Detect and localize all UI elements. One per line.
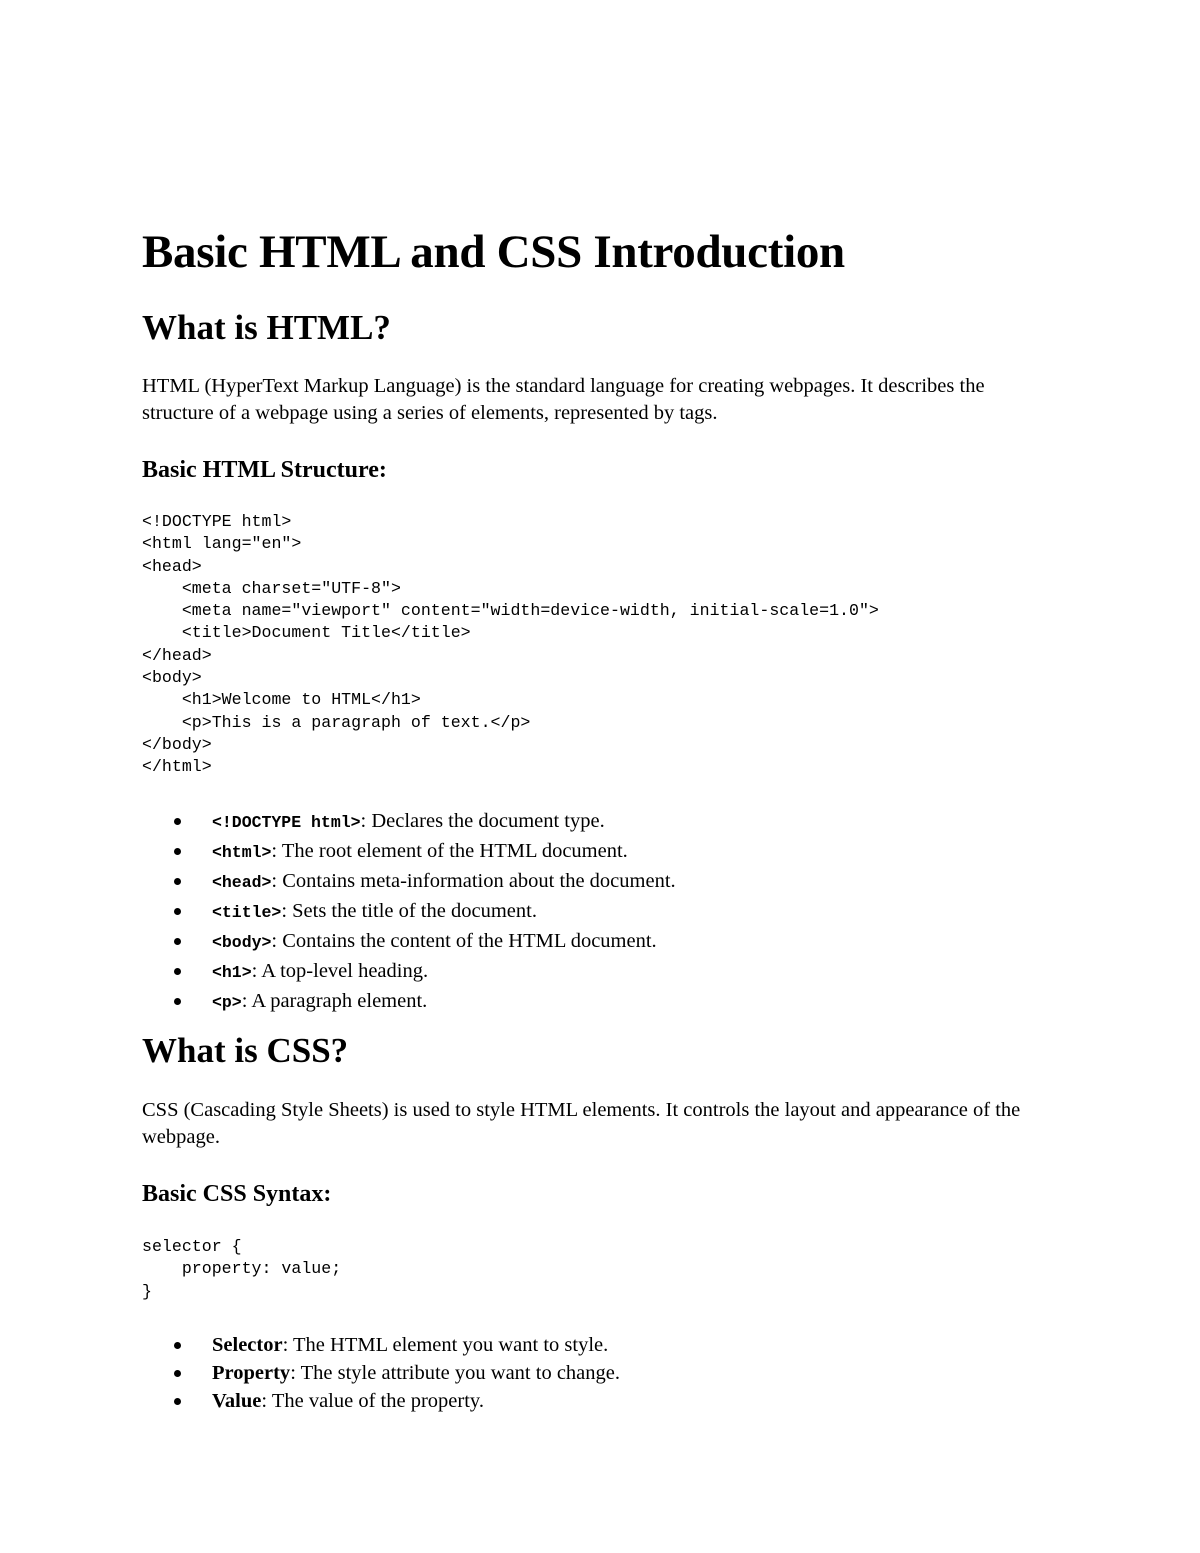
list-item: [142, 1331, 620, 1359]
bullet-icon: [174, 878, 181, 885]
list-item: [142, 837, 676, 867]
tag-description: : Sets the title of the document.: [281, 900, 537, 922]
tag-description: : A top-level heading.: [251, 960, 429, 982]
css-section-heading: What is CSS?: [142, 1031, 349, 1070]
css-term-list: [142, 1331, 620, 1415]
tag-description: : A paragraph element.: [241, 990, 428, 1012]
tag-description: : Contains the content of the HTML document.: [271, 930, 657, 952]
list-item: [142, 807, 676, 837]
bullet-icon: [174, 1342, 181, 1349]
tag-term: <body>: [212, 933, 272, 952]
list-item: [142, 897, 676, 927]
css-intro-paragraph: CSS (Cascading Style Sheets) is used to style HTML elements. It controls the layout and appearance of the webpage.: [142, 1099, 1021, 1148]
bullet-icon: [174, 1398, 181, 1405]
css-term-description: : The value of the property.: [261, 1390, 484, 1412]
css-term-description: : The HTML element you want to style.: [282, 1334, 609, 1356]
bullet-icon: [174, 968, 181, 975]
css-term: Property: [212, 1362, 291, 1384]
page-title: Basic HTML and CSS Introduction: [142, 226, 845, 278]
list-item: [142, 957, 676, 987]
bullet-icon: [174, 938, 181, 945]
list-item: [142, 867, 676, 897]
bullet-icon: [174, 998, 181, 1005]
tag-description: : The root element of the HTML document.: [271, 840, 628, 862]
css-term-description: : The style attribute you want to change.: [290, 1362, 620, 1384]
tag-term: <head>: [212, 873, 272, 892]
tag-term: <h1>: [212, 963, 252, 982]
tag-term: <!DOCTYPE html>: [212, 813, 361, 832]
html-section-heading: What is HTML?: [142, 308, 391, 347]
tag-description: : Contains meta-information about the document.: [271, 870, 676, 892]
tag-term: <p>: [212, 993, 242, 1012]
list-item: [142, 1359, 620, 1387]
tag-description: : Declares the document type.: [360, 810, 605, 832]
bullet-icon: [174, 908, 181, 915]
list-item: [142, 987, 676, 1017]
bullet-icon: [174, 818, 181, 825]
bullet-icon: [174, 848, 181, 855]
css-code-block: selector { property: value; }: [142, 1237, 342, 1301]
css-term: Selector: [212, 1334, 283, 1356]
html-tag-list: [142, 807, 676, 1017]
bullet-icon: [174, 1370, 181, 1377]
html-structure-heading: Basic HTML Structure:: [142, 457, 387, 483]
list-item: [142, 927, 676, 957]
list-item: [142, 1387, 620, 1415]
css-term: Value: [212, 1390, 262, 1412]
tag-term: <title>: [212, 903, 282, 922]
tag-term: <html>: [212, 843, 272, 862]
html-intro-paragraph: HTML (HyperText Markup Language) is the standard language for creating webpages. It describes the structure of a webpage using a series of elements, represented by tags.: [142, 375, 985, 424]
html-code-block: <!DOCTYPE html> <html lang="en"> <head> <meta charset="UTF-8"> <meta name="viewport" content="width=device-width, initial-scale=1.0"> <title>Document Title</title> </head> <body> <h1>Welcome to HTML</h1> <p>This is a paragraph of text.</p> </body> </html>: [142, 512, 879, 777]
css-syntax-heading: Basic CSS Syntax:: [142, 1181, 332, 1207]
